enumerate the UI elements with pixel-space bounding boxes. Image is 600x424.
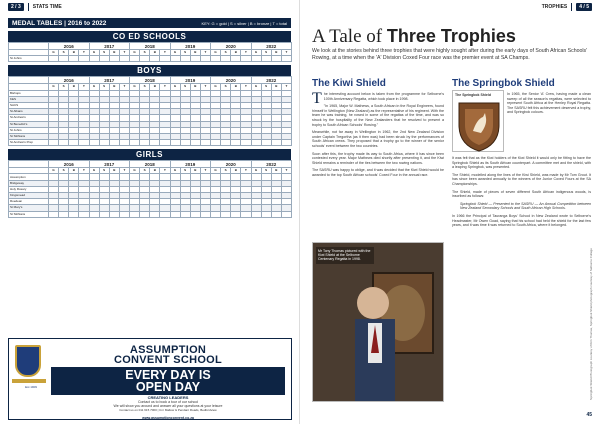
spring-paragraph-2: It was felt that as the Kiwi holders of the Kiwi Shield it would only be fitting to have the Springbok Shield as its South African counterpart. A committee met and the shield, with a leaping Springbok, was presented. [452,156,591,170]
medal-letter: S [261,50,271,56]
medal-cell [160,211,170,217]
medal-cell [140,140,150,146]
medal-cell [241,140,251,146]
medal-letter: S [140,84,150,90]
medal-cell [79,211,89,217]
spring-paragraph-3: The Shield, modelled along the lines of the Kiwi Shield, was made by Mr Tom Grout. It has since been awarded annually to the winners of the Junior Coxed Fours at the SA Championships. [452,172,591,186]
medal-cell [49,211,59,217]
medal-letter: G [251,168,261,174]
medal-letter: G [89,50,99,56]
medal-letter: T [79,168,89,174]
ad-subtext [51,400,285,408]
medal-cell [59,56,69,62]
year-header: 2020 [211,43,252,50]
year-header: 2016 [49,77,90,84]
medal-cell [190,140,200,146]
medal-letter: T [281,50,291,56]
school-col-header [9,77,49,84]
medal-tables-title-bar [8,18,291,28]
medal-letter: S [221,168,231,174]
medal-cell [89,56,99,62]
medal-letter: T [241,50,251,56]
medal-letter: S [261,168,271,174]
school-name: St Albans [9,109,49,115]
medal-cell [261,56,271,62]
school-name: St Stithians [9,133,49,139]
year-header: 2018 [130,77,171,84]
medal-letter: S [99,50,109,56]
medal-letter: B [150,50,160,56]
medal-letter: S [59,168,69,174]
medal-cell [140,56,150,62]
school-crest-icon [15,345,41,377]
school-name: St Benedict's [9,121,49,127]
medal-cell [89,140,99,146]
table-row [9,140,292,146]
medal-letter: S [140,50,150,56]
medal-cell [221,56,231,62]
medal-cell [271,211,281,217]
right-page-number: 4 / 5 [576,3,592,11]
medal-letter: S [99,84,109,90]
spring-paragraph-5: In 1966 the Principal of Tauranga Boys' School in New Zealand wrote to Selborne's Headmaster, Mr Owen Goad, saying that his school had held the shield for the last few years, and it was time it was returned to South Africa, where it belonged. [452,213,591,228]
spring-inscription-text: Springbok Shield — Presented to the SASRU — An Annual Competition between New Zealand Secondary Schools and South African High Schools. [460,201,591,211]
medal-letter: B [69,168,79,174]
medal-letter: B [190,84,200,90]
year-header: 2022 [251,161,292,168]
medal-cell [271,140,281,146]
crest-ribbon [12,379,46,383]
medal-cell [79,56,89,62]
school-name: St Stithians [9,211,49,217]
medal-cell [130,140,140,146]
medal-letter: T [200,50,210,56]
medal-cell [69,56,79,62]
year-header: 2016 [49,43,90,50]
left-section-title: STATS TIME [32,4,62,10]
kiwi-dropcap: T [312,92,322,107]
medal-letter: T [241,84,251,90]
medal-cell [99,211,109,217]
spring-paragraph-4: The Shield, made of pieces of seven different South African indigenous woods, is inscribed as follows: [452,189,591,199]
medal-letter: S [221,50,231,56]
medal-letter: T [79,50,89,56]
medal-letter: T [160,168,170,174]
school-col-header [9,43,49,50]
section-heading: GIRLS [8,149,291,160]
year-row [9,43,292,50]
year-header: 2020 [211,77,252,84]
crest-est-text: Est 1909 [25,385,37,389]
year-header: 2019 [170,161,211,168]
medal-letter: B [231,84,241,90]
medal-letter: S [59,84,69,90]
kiwi-photo-illustration [313,243,444,402]
medal-table [8,160,292,218]
kiwi-photo-caption: Mr Tony Thomas pictured with the Kiwi Shield at the Selborne Centenary Regatta in 1998. [316,247,374,264]
medal-cell [261,140,271,146]
school-name: Bridgeway [9,180,49,186]
medal-cell [200,56,210,62]
school-name: Kingsmead [9,193,49,199]
kiwi-paragraph-4: Soon after this, the trophy made its way to South Africa, where it has since been contested every year. Major Mathews died shortly after presenting it, and the Kiwi Shield remains a reminder of the ties between the two rowing nations. [312,151,444,165]
springbok-shield-photo [452,90,504,152]
year-header: 2018 [130,43,171,50]
medal-cell [119,140,129,146]
medal-letter: G [49,50,59,56]
springbok-photo-caption: The Springbok Shield [455,93,491,97]
medal-cell [69,211,79,217]
medal-cell [49,140,59,146]
medal-cell [109,56,119,62]
medal-cell [190,56,200,62]
ad-contact: Contact us on 011 615 7000 | Cnr Mallow & Pendant Roads, Bedfordview [119,408,217,412]
medal-cell [49,56,59,62]
medal-letter: B [190,50,200,56]
medal-cell [200,140,210,146]
medal-cell [221,211,231,217]
year-header: 2020 [211,161,252,168]
medal-cell [99,56,109,62]
medal-cell [241,211,251,217]
right-page [300,0,600,424]
article-title-bold: Three Trophies [386,26,516,46]
section-heading: CO ED SCHOOLS [8,31,291,42]
medal-letter: S [180,84,190,90]
year-row [9,77,292,84]
medal-cell [150,56,160,62]
school-name: St Johns [9,127,49,133]
left-page-number: 2 / 3 [8,3,24,11]
medal-cell [150,140,160,146]
medal-letter: G [211,50,221,56]
medal-letter: B [109,168,119,174]
medal-cell [170,211,180,217]
medal-letter: B [190,168,200,174]
school-name: SACS [9,102,49,108]
medal-tables-title: MEDAL TABLES | 2016 to 2022 [12,19,107,27]
year-header: 2022 [251,43,292,50]
medal-letter: S [59,50,69,56]
medal-letter: G [49,84,59,90]
medal-letter: G [251,50,261,56]
medal-letter: G [170,84,180,90]
medal-cell [170,140,180,146]
table-row [9,211,292,217]
medal-letter: G [130,84,140,90]
kiwi-paragraph-2: "In 1965, Major W. Mathews, a South African in the Royal Engineers, found himself in Wellington (New Zealand) as the representative of his regiment. With the team he was training, he rowed in some of the regattas of the time, and was so struck by the hospitality of the New Zealanders that he resolved to present a trophy to South African Schools' Rowing." [312,104,444,127]
medal-cell [160,56,170,62]
medal-letter: G [130,168,140,174]
medal-letter: B [69,50,79,56]
medal-cell [79,140,89,146]
medal-cell [160,140,170,146]
school-name: Holy Rosary [9,186,49,192]
medal-letter: T [200,168,210,174]
year-header: 2016 [49,161,90,168]
medal-cell [271,56,281,62]
medal-cell [261,211,271,217]
medal-letter: S [140,168,150,174]
ad-website-link[interactable]: www.assumptionconvent.co.za [142,416,194,420]
medal-tables [0,31,299,218]
medal-cell [231,56,241,62]
section-heading: BOYS [8,65,291,76]
photo-credit-vertical: Springbok Shield Photograph courtesy of Kim Thomas, Springbok Shield photograph courtesy of Selborne College [589,248,593,400]
ad-name-line-2: CONVENT SCHOOL [113,354,223,366]
medal-cell [190,211,200,217]
springbok-text-column [452,156,591,406]
ad-subtext-1: Contact us to book a tour of our school [137,400,199,404]
year-header: 2022 [251,77,292,84]
medal-letter: S [99,168,109,174]
article-title [312,26,594,48]
medal-letter: B [150,84,160,90]
medal-letter: G [170,50,180,56]
medal-cell [109,211,119,217]
medal-letter: S [180,50,190,56]
medal-letter: B [231,168,241,174]
medal-cell [281,56,291,62]
medal-letter: G [170,168,180,174]
medal-cell [281,211,291,217]
medal-cell [211,211,221,217]
medal-letter: B [109,84,119,90]
article-title-prefix: A Tale of [312,26,387,47]
springbok-heading: The Springbok Shield [452,78,555,89]
ad-open-day-banner [51,367,285,395]
medal-cell [251,140,261,146]
assumption-advert[interactable] [8,338,292,420]
year-header: 2017 [89,161,130,168]
year-header: 2019 [170,43,211,50]
medal-table [8,42,292,62]
medal-cell [119,211,129,217]
medal-letter: G [251,84,261,90]
medal-cell [140,211,150,217]
year-header: 2017 [89,43,130,50]
header-divider [571,3,572,11]
medal-letter: B [231,50,241,56]
medal-cell [109,140,119,146]
table-row [9,56,292,62]
kiwi-paragraph-3: Meanwhile, not far away in Wellington in 1962, the 2nd New Zealand Division under Captain Tregortha (as it then was) had been struck by the performances of South African crews. They proposed that a trophy go to the winner of the senior schools' event between the two countries. [312,130,444,148]
medal-letter: T [79,84,89,90]
spring-inscription [452,202,591,211]
medal-letter: G [89,168,99,174]
right-header [300,0,600,14]
medal-letter: G [211,168,221,174]
medal-letter: B [109,50,119,56]
kiwi-paragraph-5: The SASRU was happy to oblige, and it was decided that the Kiwi Shield would be awarded to the top South African schools' Coxed Four in the annual race. [312,168,444,177]
medal-letter: B [271,50,281,56]
medal-cell [180,56,190,62]
article-intro: We look at the stories behind three trophies that were highly sought after during the early days of South African Schools' Rowing, at a time when the 'A' Division Coxed Four race was the premier event at SA Champs. [312,48,588,61]
school-col-header [9,161,49,168]
medal-key: KEY: G = gold | S = silver | B = bronze | T = total [201,20,287,26]
school-name: St Mary's [9,205,49,211]
medal-cell [130,211,140,217]
kiwi-text-column [312,92,444,242]
medal-cell [231,211,241,217]
medal-cell [69,140,79,146]
medal-cell [59,140,69,146]
ad-name-line-1: ASSUMPTION [129,344,207,356]
medal-cell [241,56,251,62]
medal-letter: B [271,168,281,174]
school-name: Bishops [9,90,49,96]
medal-cell [180,140,190,146]
school-name: St Andrew's [9,115,49,121]
medal-letter: G [130,50,140,56]
medal-letter: G [211,84,221,90]
medal-cell [99,140,109,146]
medal-cell [150,211,160,217]
ad-tagline: CREATING LEADERS [147,395,189,400]
medal-letter: T [281,84,291,90]
medal-letter: T [160,50,170,56]
medal-letter: T [241,168,251,174]
medal-cell [200,211,210,217]
year-header: 2018 [130,161,171,168]
school-name: St Andrew's Prep [9,140,49,146]
medal-cell [119,56,129,62]
medal-letter: S [221,84,231,90]
medal-cell [211,56,221,62]
medal-cell [221,140,231,146]
medal-cell [251,56,261,62]
school-name: KES [9,96,49,102]
medal-letter: T [160,84,170,90]
spring-paragraph-1: In 1965, the Senior 'A' Crew, having made a clean sweep of all the season's regattas, were selected to represent South Africa at the Henley Royal Regatta. The SASRU felt this achievement deserved a trophy, and Springbok colours. [507,92,591,115]
year-header: 2019 [170,77,211,84]
medal-letter: S [261,84,271,90]
medal-cell [251,211,261,217]
medal-letter: T [281,168,291,174]
school-name: Assumption [9,174,49,180]
kiwi-paragraph-1 [312,92,444,107]
kiwi-heading: The Kiwi Shield [312,78,386,89]
medal-cell [89,211,99,217]
medal-cell [59,211,69,217]
medal-letter: T [200,84,210,90]
medal-letter: B [150,168,160,174]
ad-open-line-1: EVERY DAY IS [125,368,211,382]
right-section-title: TROPHIES [541,4,568,10]
page-number-bottom: 45 [586,412,592,418]
year-header: 2017 [89,77,130,84]
header-divider [28,3,29,11]
medal-letter: S [180,168,190,174]
medal-cell [231,140,241,146]
ad-subtext-2: We will show you around and answer all your questions at your leisure [113,404,223,408]
springbok-shield-icon [453,91,505,153]
medal-letter: T [119,84,129,90]
medal-cell [180,211,190,217]
school-name: St Johns [9,56,49,62]
ad-open-line-2: OPEN DAY [135,380,201,394]
medal-table [8,76,292,146]
medal-letter: B [69,84,79,90]
left-header [0,0,299,14]
medal-letter: G [49,168,59,174]
school-name: Roedean [9,199,49,205]
year-row [9,161,292,168]
medal-letter: B [271,84,281,90]
ad-school-name [51,345,285,365]
kiwi-shield-photo [312,242,444,402]
medal-letter: T [119,50,129,56]
medal-cell [211,140,221,146]
medal-cell [130,56,140,62]
medal-cell [170,56,180,62]
medal-letter: G [89,84,99,90]
springbok-text-top [507,92,591,154]
medal-cell [281,140,291,146]
kiwi-p1-text: he interesting account below is taken from the programme for Selborne's 100th Anniversary Regatta, which took place in 1998. [323,92,444,101]
medal-letter: T [119,168,129,174]
